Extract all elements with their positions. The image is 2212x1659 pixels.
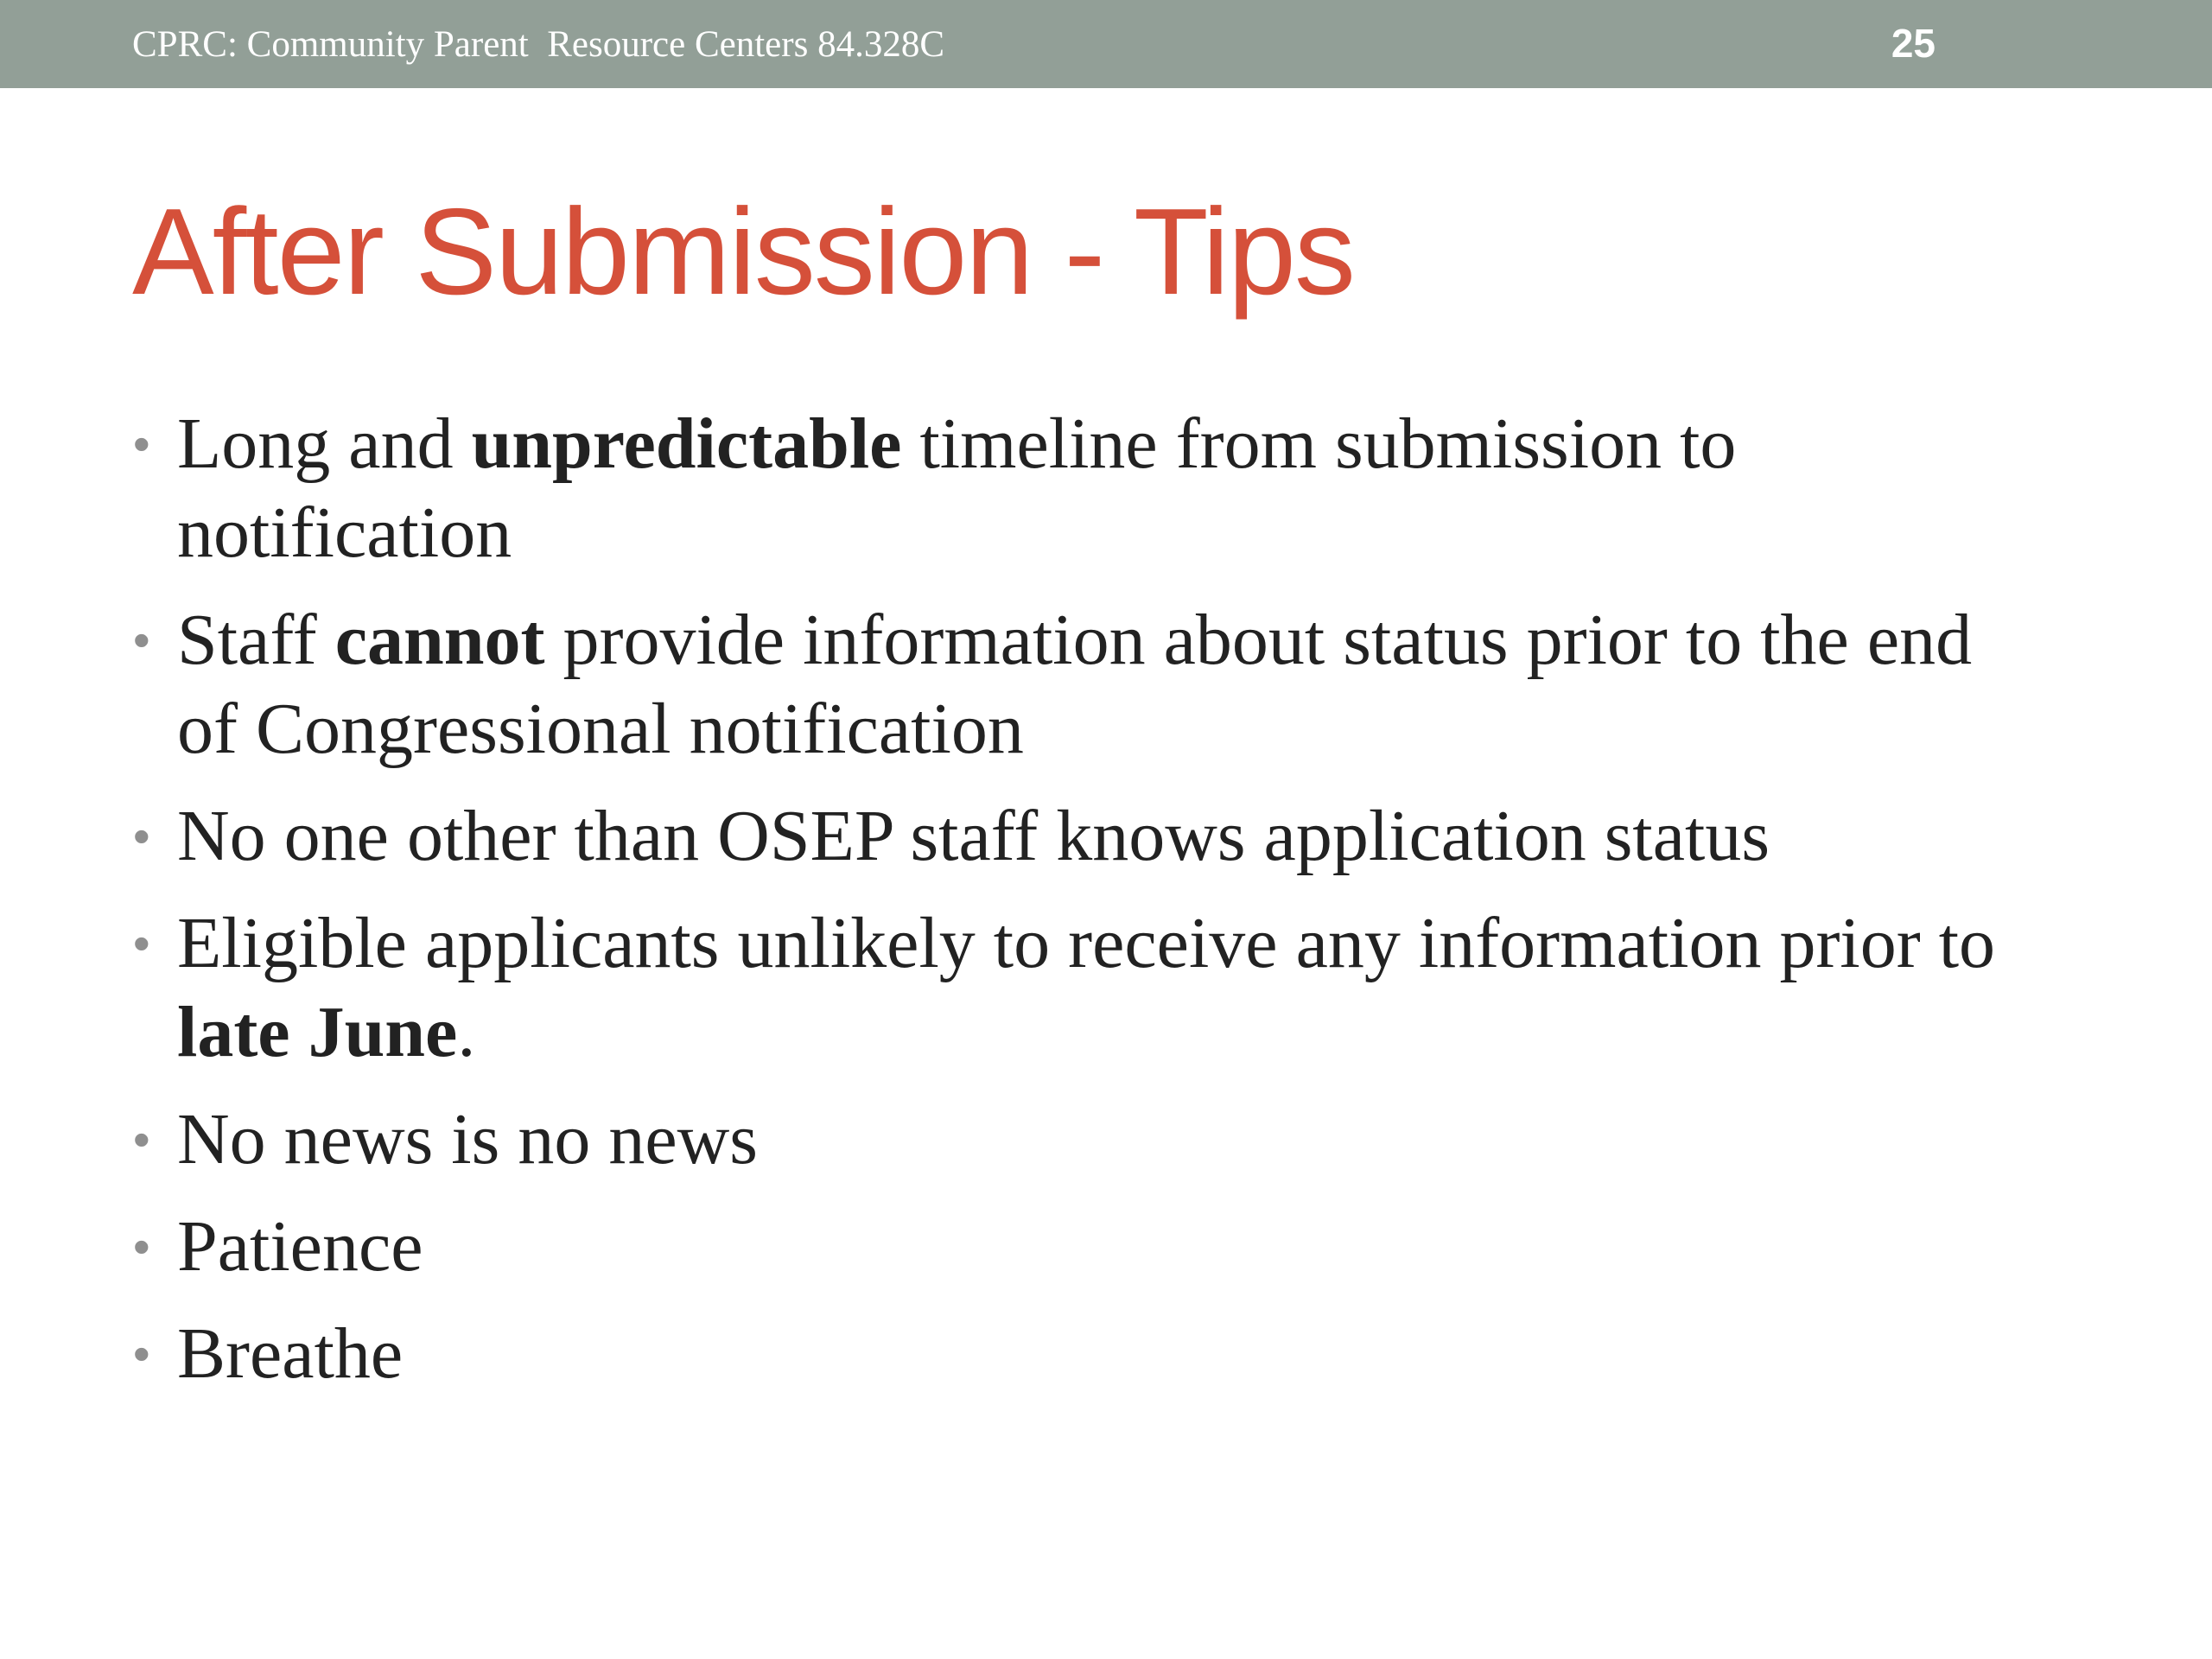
bullet-text-pre: Patience: [177, 1206, 423, 1287]
bullet-text-pre: Staff: [177, 600, 335, 680]
bullet-text-post: .: [457, 992, 476, 1072]
bullet-icon: •: [133, 916, 150, 970]
header-bar: [0, 0, 2212, 88]
bullet-text: [177, 903, 1995, 1072]
bullet-item: [130, 399, 2031, 577]
bullet-item: [130, 595, 2031, 773]
page-number: 25: [1891, 21, 1936, 66]
bullet-text-pre: Long and: [177, 404, 472, 484]
bullet-item: [130, 1095, 2031, 1184]
bullet-text: [177, 600, 1972, 769]
bullet-text-pre: Breathe: [177, 1313, 404, 1394]
bullet-icon: •: [133, 613, 150, 667]
bullet-icon: •: [133, 1326, 150, 1381]
bullet-text-bold: unpredictable: [471, 404, 902, 484]
bullet-item: [130, 1309, 2031, 1398]
bullet-icon: •: [133, 1219, 150, 1274]
bullet-icon: •: [133, 416, 150, 471]
header-title: CPRC: Community Parent Resource Centers 84.328C: [132, 24, 944, 65]
bullet-text-pre: No news is no news: [177, 1099, 758, 1179]
bullet-text-post: timeline from submission to notification: [177, 404, 1737, 573]
bullet-item: [130, 1202, 2031, 1291]
bullet-text-pre: No one other than OSEP staff knows application status: [177, 796, 1770, 876]
bullet-item: [130, 899, 2031, 1077]
bullet-item: [130, 791, 2031, 880]
bullet-text: [177, 1099, 758, 1179]
bullet-text: [177, 1206, 423, 1287]
slide-title: After Submission - Tips: [132, 183, 1354, 321]
bullet-icon: •: [133, 809, 150, 863]
bullet-text-post: provide information about status prior to the end of Congressional notification: [177, 600, 1973, 769]
bullet-text: [177, 404, 1736, 573]
bullet-text-bold: late June: [177, 992, 458, 1072]
bullet-list: [130, 399, 2031, 1416]
bullet-icon: •: [133, 1112, 150, 1166]
bullet-text: [177, 1313, 403, 1394]
bullet-text-bold: cannot: [334, 600, 545, 680]
bullet-text: [177, 796, 1770, 876]
bullet-text-pre: Eligible applicants unlikely to receive any information prior to: [177, 903, 1996, 983]
